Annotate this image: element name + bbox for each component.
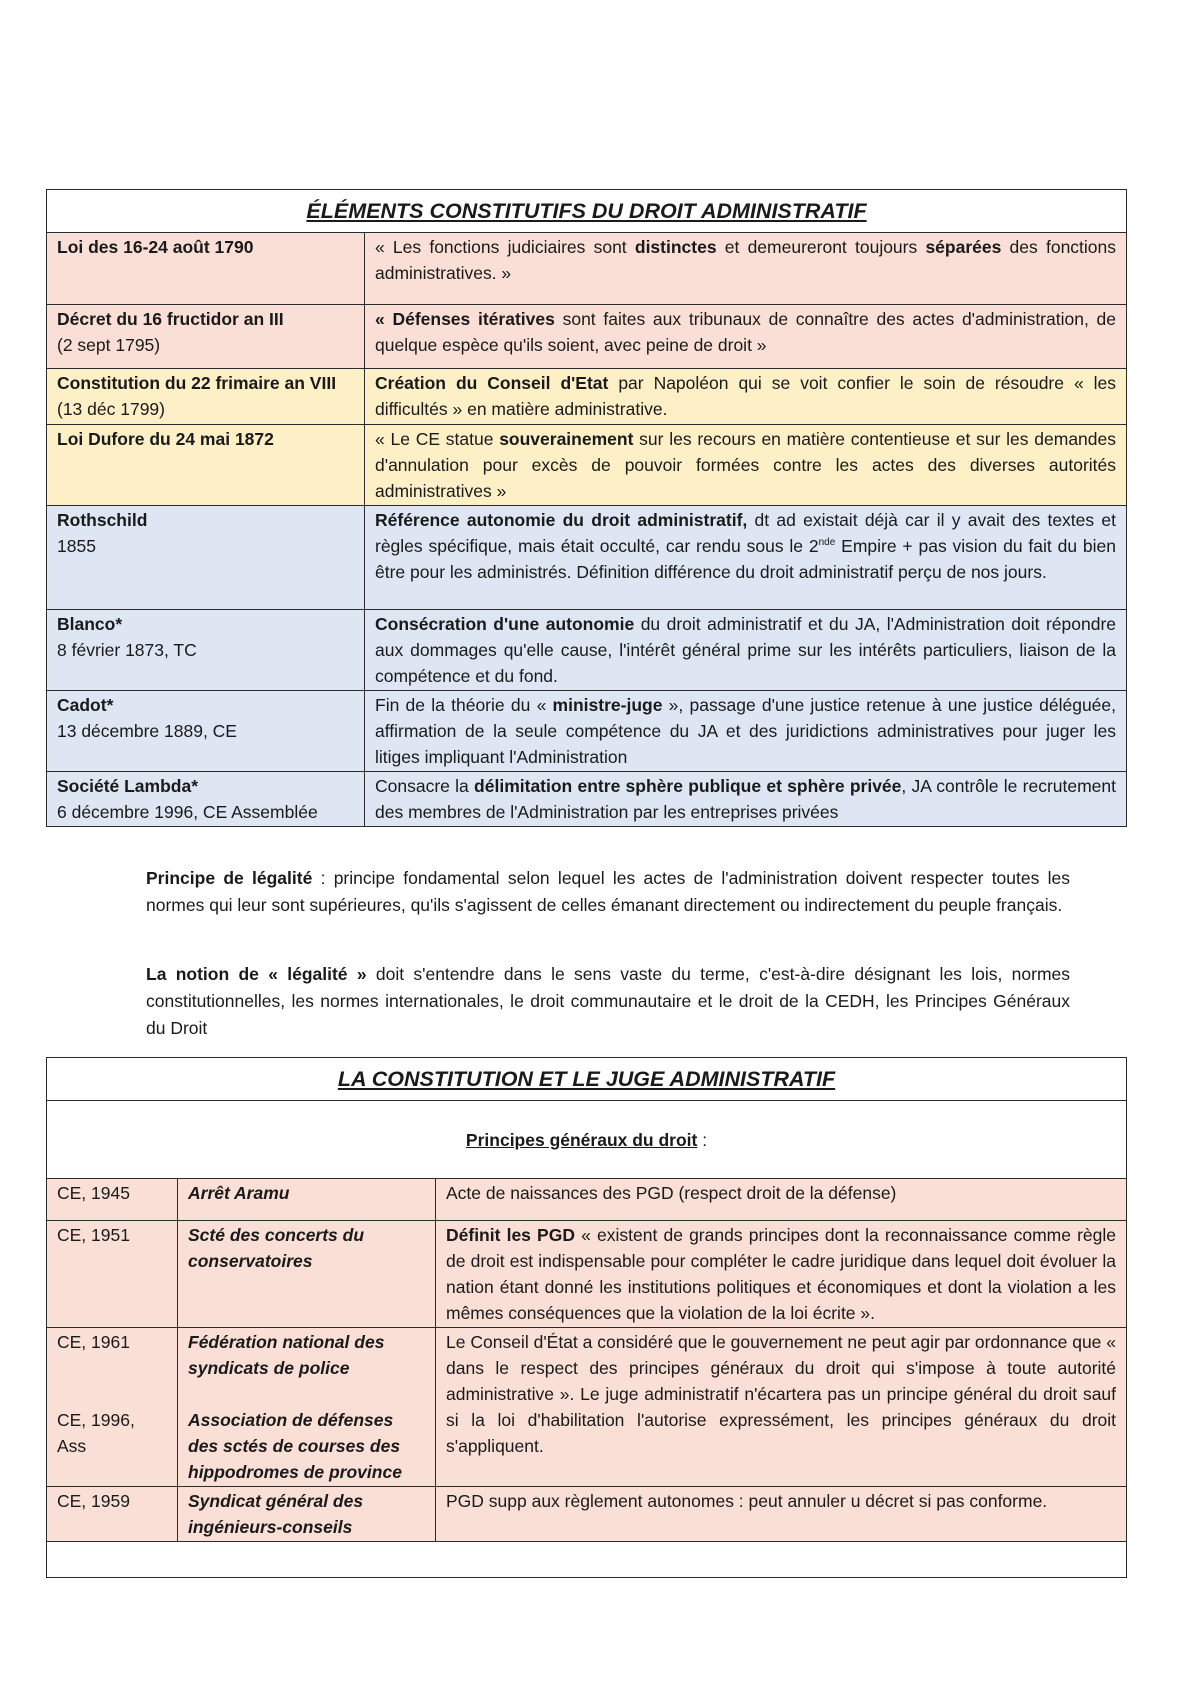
table-subtitle [47, 1101, 1127, 1179]
text-run: « Les fonctions judiciaires sont [375, 237, 635, 257]
text-run: par Napoléon qui se voit confier le soin de résoudre « les difficultés » en matière administrative. [375, 373, 1117, 419]
row-case [178, 1487, 436, 1542]
row-court [47, 1179, 178, 1221]
court-label: CE, 1951 [57, 1225, 130, 1245]
bold-run: ministre-juge [552, 695, 663, 715]
table-subtitle-row [47, 1101, 1127, 1179]
bold-run: Référence autonomie du droit administratif, [375, 510, 748, 530]
row-desc [436, 1179, 1127, 1221]
row-court [47, 1487, 178, 1542]
row-date: 13 décembre 1889, CE [57, 721, 237, 741]
table-title-row [47, 190, 1127, 233]
case-name-secondary: Association de défenses des sctés de courses des hippodromes de province [188, 1410, 402, 1482]
case-name: Scté des concerts du conservatoires [188, 1225, 365, 1271]
text-run: et demeureront toujours [716, 237, 926, 257]
text-run: sont faites aux tribunaux de connaître des actes d'administration, de quelque espèce qu'ils soient, avec peine de droit » [375, 309, 1117, 355]
table-row [47, 1328, 1127, 1487]
row-label [47, 691, 365, 772]
row-court [47, 1221, 178, 1328]
bold-run: séparées [925, 237, 1002, 257]
row-desc [365, 305, 1127, 369]
text-run: Acte de naissances des PGD (respect droit de la défense) [446, 1183, 897, 1203]
text-run: des fonctions administratives. » [375, 237, 1117, 283]
subtitle-text: Principes généraux du droit [465, 1129, 698, 1150]
text-run: Empire + pas vision du fait du bien être pour les administrés. Définition différence du droit administratif perçu de nos jours. [375, 536, 1117, 582]
table-title: ÉLÉMENTS CONSTITUTIFS DU DROIT ADMINISTRATIF [47, 190, 1127, 233]
row-name: Décret du 16 fructidor an III [57, 309, 284, 329]
bold-run: Consécration d'une autonomie [375, 614, 635, 634]
text-run: du droit administratif et du JA, l'Administration doit répondre aux dommages qu'elle cause, l'intérêt général prime sur les intérêts particuliers, liaison de la compétence et du fond. [375, 614, 1117, 686]
court-label: CE, 1945 [57, 1183, 130, 1203]
bold-run: Création du Conseil d'Etat [375, 373, 609, 393]
table-title: LA CONSTITUTION ET LE JUGE ADMINISTRATIF [47, 1058, 1127, 1101]
table-row [47, 610, 1127, 691]
table-row [47, 1487, 1127, 1542]
text-run: Fin de la théorie du « [375, 695, 553, 715]
row-desc [365, 610, 1127, 691]
row-date: 1855 [57, 536, 96, 556]
empty-row [47, 1542, 1127, 1578]
table-row [47, 305, 1127, 369]
row-date: (2 sept 1795) [57, 335, 161, 355]
notion-legalite-paragraph [146, 961, 1070, 1042]
elements-constitutifs-table [46, 189, 1127, 827]
case-name: Fédération national des syndicats de police [188, 1332, 385, 1378]
paragraph-text: : principe fondamental selon lequel les actes de l'administration doivent respecter toutes les normes qui leur sont supérieures, qu'ils s'agissent de celles émanant directement ou indirectement du peuple français. [146, 868, 1071, 915]
paragraph-bold-term: La notion de « légalité » [146, 964, 367, 984]
court-label: CE, 1959 [57, 1491, 130, 1511]
text-run: sur les recours en matière contentieuse et sur les demandes d'annulation pour excès de pouvoir formées contre les actes des diverses autorités administratives » [375, 429, 1117, 501]
text-run: PGD supp aux règlement autonomes : peut annuler u décret si pas conforme. [446, 1491, 1048, 1511]
row-desc [365, 369, 1127, 425]
row-label [47, 305, 365, 369]
row-label [47, 369, 365, 425]
row-name: Cadot* [57, 695, 114, 715]
table-title-row [47, 1058, 1127, 1101]
table-row [47, 425, 1127, 506]
text-run: , JA contrôle le recrutement des membres de l'Administration par les entreprises privées [375, 776, 1117, 822]
bold-run: souverainement [499, 429, 634, 449]
court-label: CE, 1961 [57, 1332, 130, 1352]
row-name: Société Lambda* [57, 776, 199, 796]
text-run: », passage d'une justice retenue à une justice déléguée, affirmation de la seule compétence du JA et des juridictions administratives pour juger les litiges impliquant l'Administration [375, 695, 1117, 767]
row-desc [436, 1487, 1127, 1542]
bold-run: Définit les PGD [446, 1225, 575, 1245]
table-row [47, 1221, 1127, 1328]
table-row [47, 1179, 1127, 1221]
row-name: Blanco* [57, 614, 123, 634]
row-label [47, 425, 365, 506]
empty-cell [47, 1542, 1127, 1578]
row-name: Loi Dufore du 24 mai 1872 [57, 429, 274, 449]
bold-run: délimitation entre sphère publique et sphère privée [474, 776, 902, 796]
row-desc [436, 1221, 1127, 1328]
row-date: 6 décembre 1996, CE Assemblée [57, 802, 318, 822]
row-desc [436, 1328, 1127, 1487]
text-run: Consacre la [375, 776, 475, 796]
row-desc [365, 691, 1127, 772]
row-label [47, 772, 365, 827]
row-case [178, 1221, 436, 1328]
superscript-run: nde [818, 537, 836, 549]
row-name: Loi des 16-24 août 1790 [57, 237, 254, 257]
row-name: Rothschild [57, 510, 148, 530]
row-label [47, 233, 365, 305]
row-label [47, 506, 365, 610]
text-run: Le Conseil d'État a considéré que le gouvernement ne peut agir par ordonnance que « dans le respect des principes généraux du droit qui s'impose à toute autorité administrative ». Le juge administratif n'écartera pas un principe général du droit sauf si la loi d'habilitation l'autorise expressément, les principes généraux du droit s'appliquent. [446, 1332, 1117, 1456]
table-row [47, 369, 1127, 425]
row-date: (13 déc 1799) [57, 399, 165, 419]
text-run: « existent de grands principes dont la reconnaissance comme règle de droit est indispensable pour compléter le cadre juridique dans lequel doit évoluer la nation étant donné les institutions politiques et économiques et dont la violation a les mêmes conséquences que la violation de la loi écrite ». [446, 1225, 1117, 1323]
bold-run: « Défenses itératives [375, 309, 555, 329]
row-case [178, 1328, 436, 1487]
row-label [47, 610, 365, 691]
text-run: dt ad existait déjà car il y avait des textes et règles spécifique, mais était occulté, car rendu sous le 2 [375, 510, 1116, 556]
table-row [47, 233, 1127, 305]
case-name: Syndicat général des ingénieurs-conseils [188, 1491, 364, 1537]
row-desc [365, 506, 1127, 610]
row-desc [365, 233, 1127, 305]
table-row [47, 772, 1127, 827]
subtitle-suffix: : [697, 1129, 708, 1150]
table-row [47, 691, 1127, 772]
court-label-secondary: CE, 1996, Ass [57, 1410, 135, 1456]
row-case [178, 1179, 436, 1221]
row-desc [365, 425, 1127, 506]
principe-legalite-paragraph [146, 865, 1070, 919]
row-court [47, 1328, 178, 1487]
row-name: Constitution du 22 frimaire an VIII [57, 373, 337, 393]
case-name: Arrêt Aramu [188, 1183, 290, 1203]
row-date: 8 février 1873, TC [57, 640, 197, 660]
table-row [47, 506, 1127, 610]
text-run: « Le CE statue [375, 429, 500, 449]
constitution-juge-table [46, 1057, 1127, 1578]
paragraph-text: doit s'entendre dans le sens vaste du terme, c'est-à-dire désignant les lois, normes constitutionnelles, les normes internationales, le droit communautaire et le droit de la CEDH, les Principes Généraux du Droit [146, 964, 1071, 1038]
paragraph-bold-term: Principe de légalité [146, 868, 313, 888]
bold-run: distinctes [634, 237, 717, 257]
row-desc [365, 772, 1127, 827]
